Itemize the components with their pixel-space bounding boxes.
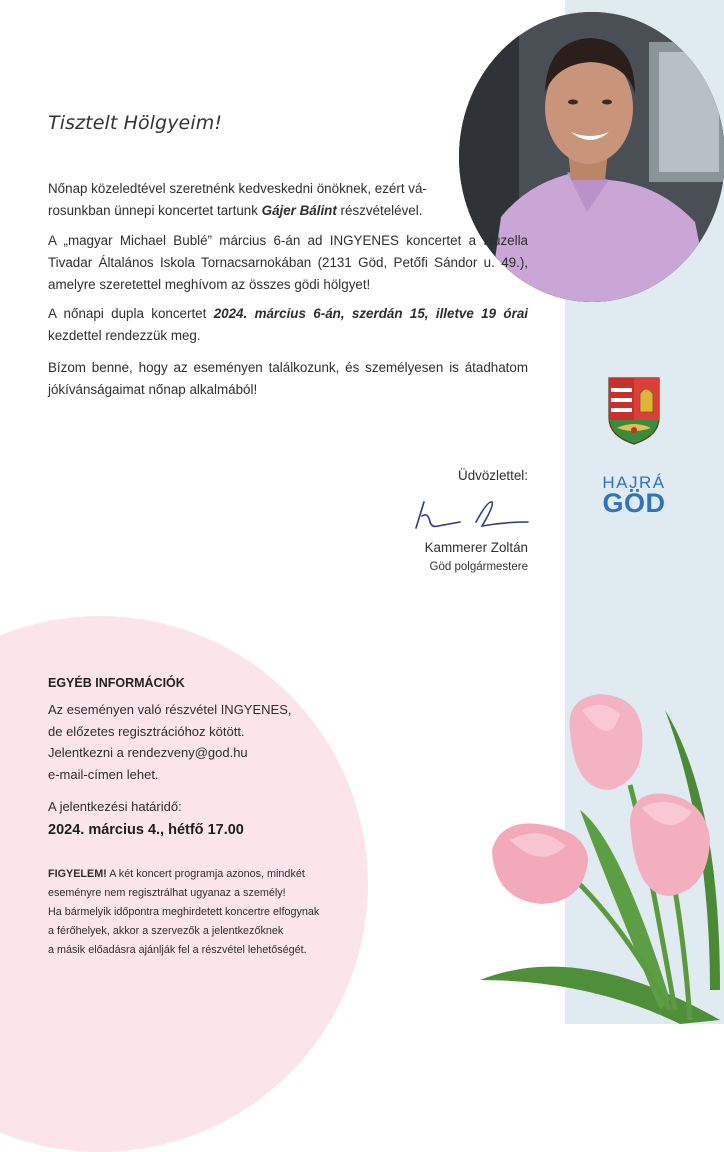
info-line: Jelentkezni a rendezveny@god.hu bbox=[48, 745, 248, 760]
info-heading: EGYÉB INFORMÁCIÓK bbox=[48, 676, 185, 690]
info-line: e-mail-címen lehet. bbox=[48, 766, 159, 782]
notice-line: a másik előadásra ajánlják fel a részvétel lehetőségét. bbox=[48, 944, 307, 956]
coat-of-arms-icon bbox=[607, 376, 661, 451]
info-line: de előzetes regisztrációhoz kötött. bbox=[48, 723, 245, 739]
paragraph-dates-a: A nőnapi dupla koncertet bbox=[48, 306, 214, 321]
concert-dates: 2024. március 6-án, szerdán 15, illetve 19 órai bbox=[213, 306, 528, 321]
notice-line: eseményre nem regisztrálhat ugyanaz a személy! bbox=[48, 887, 286, 899]
closing-salutation: Üdvözlettel: bbox=[458, 468, 528, 483]
signer-title: Göd polgármestere bbox=[429, 561, 528, 573]
paragraph-intro-line-b: rosunkban ünnepi koncertet tartunk bbox=[48, 203, 262, 218]
brand-hajra: HAJRÁ bbox=[602, 473, 666, 492]
artist-name: Gájer Bálint bbox=[261, 203, 337, 218]
paragraph-intro-line-c: részvételével. bbox=[336, 203, 423, 218]
paragraph-intro-line-a: Nőnap közeledtével szeretnénk kedveskedni önöknek, ezért vá- bbox=[48, 181, 427, 196]
paragraph-dates-b: kezdettel rendezzük meg. bbox=[48, 328, 201, 343]
notice-line: Ha bármelyik időpontra meghirdetett koncertre elfogynak bbox=[48, 906, 320, 918]
paragraph-intro bbox=[48, 178, 528, 222]
deadline-label: A jelentkezési határidő: bbox=[48, 799, 182, 814]
deadline-value: 2024. március 4., hétfő 17.00 bbox=[48, 822, 244, 838]
tulips-illustration bbox=[470, 690, 724, 1029]
paragraph-venue: A „magyar Michael Bublé” március 6-án ad INGYENES koncertet a Huzella Tivadar Általános Iskola Tornacsarnokában (2131 Göd, Petőfi Sándor u. 49.), amelyre szeretettel meghívom az összes gödi hölgyet! bbox=[48, 233, 528, 292]
paragraph-dates bbox=[48, 303, 528, 347]
notice-line-1: A két koncert programja azonos, mindkét bbox=[106, 868, 305, 880]
signer-name: Kammerer Zoltán bbox=[424, 540, 528, 555]
notice-block bbox=[48, 865, 319, 960]
signature-graphic bbox=[408, 492, 532, 541]
brand-god: GÖD bbox=[602, 488, 666, 518]
greeting: Tisztelt Hölgyeim! bbox=[48, 112, 223, 134]
notice-line-first bbox=[48, 865, 319, 884]
notice-label: FIGYELEM! bbox=[48, 868, 107, 880]
notice-line: a férőhelyek, akkor a szervezők a jelentkezőknek bbox=[48, 925, 284, 937]
info-lines bbox=[48, 699, 292, 785]
paragraph-closing: Bízom benne, hogy az eseményen találkozunk, és személyesen is átadhatom jókívánságaimat nőnap alkalmából! bbox=[48, 360, 528, 397]
info-line: Az eseményen való részvétel INGYENES, bbox=[48, 702, 292, 717]
